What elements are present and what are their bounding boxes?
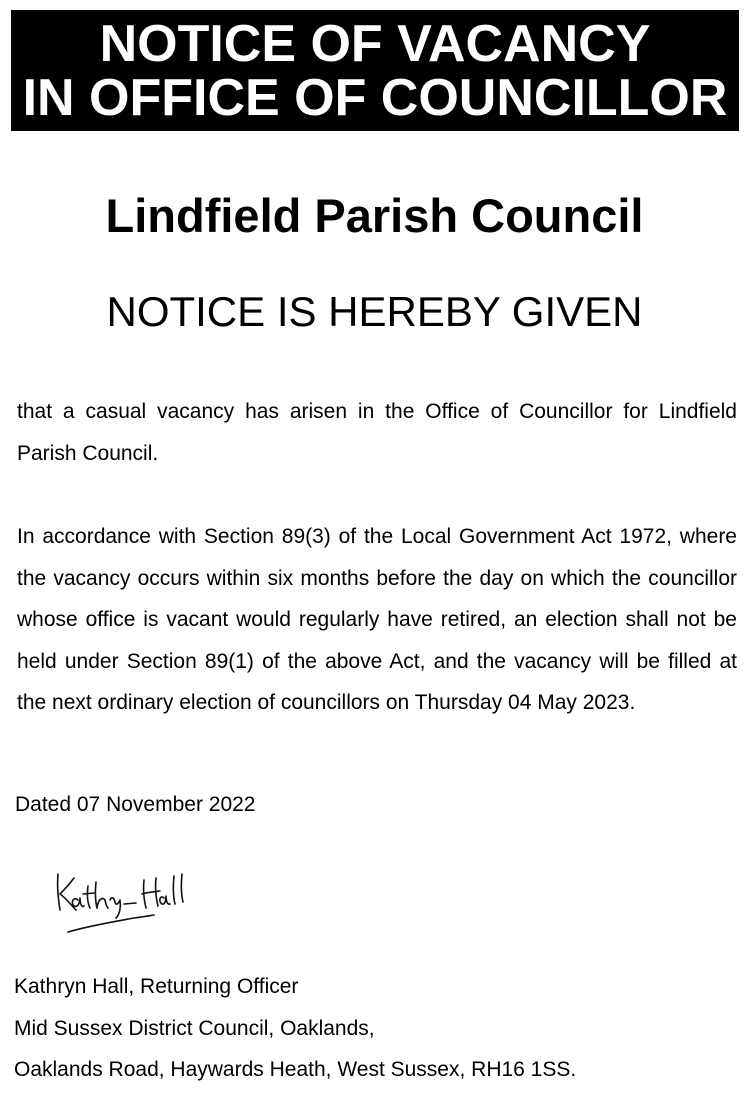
notice-banner	[11, 10, 739, 131]
council-name-heading: Lindfield Parish Council	[105, 189, 644, 242]
officer-address-line-1: Mid Sussex District Council, Oaklands,	[14, 1016, 375, 1040]
body-paragraph-vacancy: that a casual vacancy has arisen in the Office of Councillor for Lindfield Parish Council.	[17, 400, 737, 465]
returning-officer-block	[14, 966, 576, 1091]
officer-address-line-2: Oaklands Road, Haywards Heath, West Sussex, RH16 1SS.	[14, 1058, 577, 1081]
banner-title-line-1: NOTICE OF VACANCY	[99, 15, 651, 73]
dated-line: Dated 07 November 2022	[15, 793, 256, 816]
notice-given-heading: NOTICE IS HEREBY GIVEN	[106, 288, 643, 335]
banner-title-line-2: IN OFFICE OF COUNCILLOR	[22, 69, 728, 127]
handwritten-signature-icon	[52, 860, 202, 942]
officer-name-title: Kathryn Hall, Returning Officer	[14, 975, 299, 998]
signature-image	[52, 860, 202, 942]
body-paragraph-legal: In accordance with Section 89(3) of the Local Government Act 1972, where the vacancy occurs within six months before the day on which the councillor whose office is vacant would regularly have retired, an election shall not be held under Section 89(1) of the above Act, and the vacancy will be filled at the next ordinary election of councillors on Thursday 04 May 2023.	[17, 525, 737, 715]
